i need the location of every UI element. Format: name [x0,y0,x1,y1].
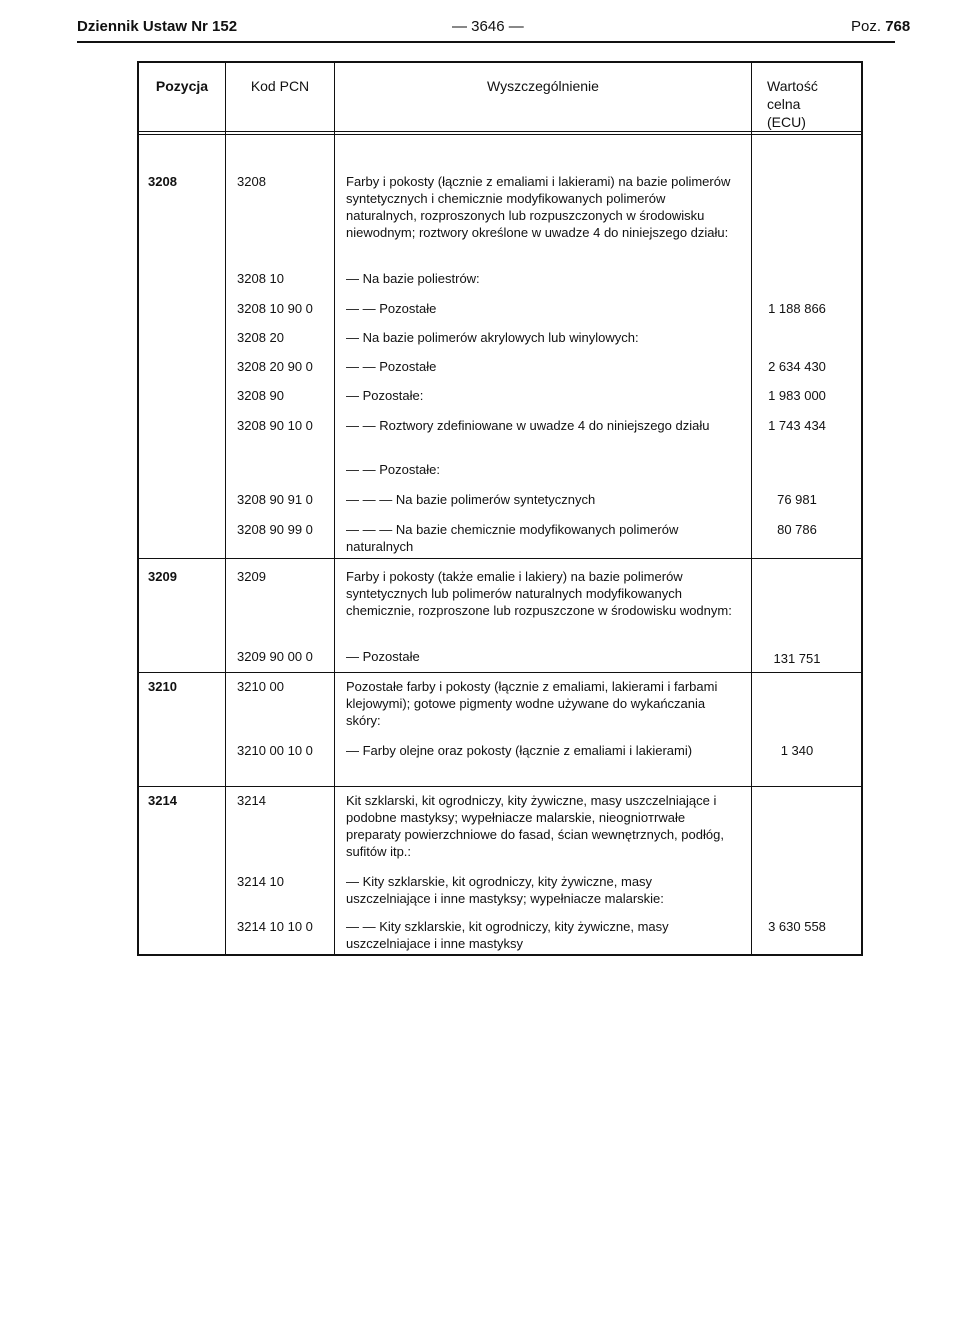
table-row-opis: — — Kity szklarskie, kit ogrodniczy, kity żywiczne, masy uszczelniajace i inne mastyksy [346,919,669,951]
table-row-wartosc: 1 188 866 [768,301,826,316]
table-row-wartosc: 1 983 000 [768,388,826,403]
position-prefix: Poz. [851,18,882,35]
table-row-pozycja: 3214 [148,793,177,808]
header-divider [139,131,861,132]
table-row-opis: — — Pozostałe [346,301,437,316]
table-row-kod: 3208 10 90 0 [237,301,313,316]
row-divider [139,672,861,673]
table-row-opis: Farby i pokosty (łącznie z emaliami i lakierami) na bazie polimerów syntetycznych i chemicznie modyfikowanych polimerów naturalnych, rozproszonych lub rozpuszczonych w środowisku niewodnym; roztwory określone w uwadze 4 do niniejszego działu: [346,174,731,240]
table-row-kod: 3208 90 99 0 [237,522,313,537]
table-row-wartosc: 80 786 [777,522,817,537]
header-rule [77,41,895,43]
column-divider [334,63,335,954]
table-row-opis: Pozostałe farby i pokosty (łącznie z emaliami, lakierami i farbami klejowymi); gotowe pigmenty wodne używane do wykańczania skóry: [346,679,718,728]
row-divider [139,786,861,787]
table-row-opis: — Farby olejne oraz pokosty (łącznie z emaliami i lakierami) [346,743,693,758]
table-row-wartosc: 3 630 558 [768,919,826,934]
table-row-opis: Kit szklarski, kit ogrodniczy, kity żywiczne, masy uszczelniające i podobne mastyksy; wypełniacze malarskie, nieognioтrwałe preparaty powierzchniowe do fasad, ścian wewnętrznych, podłóg, sufitów itp.: [346,793,724,859]
table-row-opis: — — Pozostałe: [346,462,440,477]
header-divider [139,134,861,135]
position-number: 768 [885,18,911,35]
position-label [851,18,910,35]
table-row-opis: Farby i pokosty (także emalie i lakiery) na bazie polimerów syntetycznych lub polimerów naturalnych modyfikowanych chemicznie, rozproszone lub rozpuszczone w środowisku wodnym: [346,569,732,618]
table-row-opis: — Pozostałe: [346,388,424,403]
column-header-opis: Wyszczególnienie [487,78,599,94]
column-header-pozycja: Pozycja [155,78,209,94]
table-row-kod: 3209 90 00 0 [237,649,313,664]
table-row-pozycja: 3208 [148,174,177,189]
table-row-pozycja: 3210 [148,679,177,694]
table-row-opis: — — — Na bazie chemicznie modyfikowanych polimerów naturalnych [346,522,679,554]
table-row-kod: 3208 90 [237,388,284,403]
table-row-opis: — Na bazie polimerów akrylowych lub winylowych: [346,330,639,345]
table-row-kod: 3208 90 10 0 [237,418,313,433]
table-row-opis: — Na bazie poliestrów: [346,271,480,286]
table-row-wartosc: 2 634 430 [768,359,826,374]
journal-title: Dziennik Ustaw Nr 152 [77,18,238,35]
table-row-opis: — — Pozostałe [346,359,437,374]
row-divider [139,558,861,559]
column-divider [225,63,226,954]
table-row-wartosc: 1 743 434 [768,418,826,433]
table-row-kod: 3214 10 10 0 [237,919,313,934]
table-row-opis: — Kity szklarskie, kit ogrodniczy, kity żywiczne, masy uszczelniające i inne mastyksy; wypełniacze malarskie: [346,874,664,906]
table-row-wartosc: 1 340 [780,743,814,758]
tariff-table [137,61,863,956]
table-row-kod: 3209 [237,569,266,584]
table-row-kod: 3208 [237,174,266,189]
table-row-kod: 3208 20 [237,330,284,345]
table-row-opis: — — Roztwory zdefiniowane w uwadze 4 do niniejszego działu [346,418,710,433]
table-row-kod: 3214 10 [237,874,284,889]
table-row-kod: 3210 00 [237,679,284,694]
table-row-wartosc: 131 751 [773,651,821,666]
column-divider [751,63,752,954]
table-row-kod: 3210 00 10 0 [237,743,313,758]
table-row-wartosc: 76 981 [777,492,817,507]
table-row-opis: — Pozostałe [346,649,420,664]
column-header-wartosc: Wartość celna (ECU) [767,78,818,130]
column-header-kod: Kod PCN [250,78,310,94]
table-row-opis: — — — Na bazie polimerów syntetycznych [346,492,596,507]
table-row-pozycja: 3209 [148,569,177,584]
table-row-kod: 3214 [237,793,266,808]
table-row-kod: 3208 20 90 0 [237,359,313,374]
table-row-kod: 3208 10 [237,271,284,286]
page-number: — 3646 — [452,18,524,35]
table-row-kod: 3208 90 91 0 [237,492,313,507]
